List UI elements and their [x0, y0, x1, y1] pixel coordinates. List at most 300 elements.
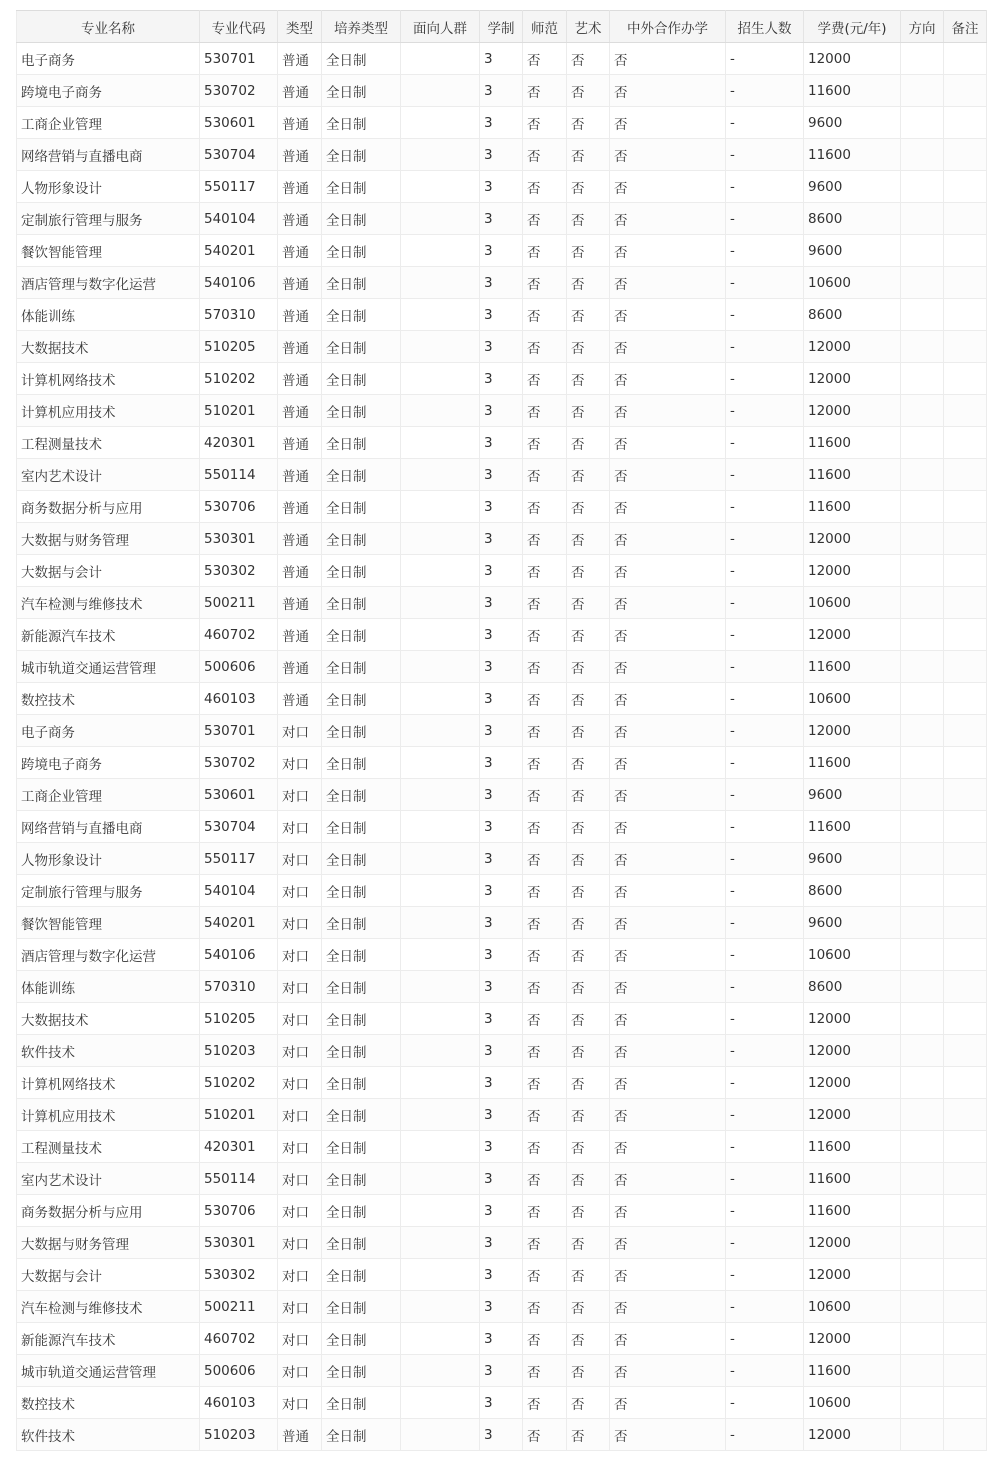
- cell-art: 否: [567, 523, 610, 555]
- cell-type: 普通: [278, 107, 322, 139]
- cell-target-group: [401, 1099, 480, 1131]
- cell-type: 对口: [278, 779, 322, 811]
- cell-tuition: 12000: [804, 1099, 901, 1131]
- cell-major-code: 530301: [200, 1227, 278, 1259]
- table-row: [17, 747, 987, 779]
- cell-sino-foreign: 否: [610, 1131, 726, 1163]
- cell-tuition: 11600: [804, 139, 901, 171]
- cell-major-code: 420301: [200, 1131, 278, 1163]
- cell-enrollment: -: [726, 75, 804, 107]
- cell-tuition: 8600: [804, 875, 901, 907]
- cell-direction: [901, 715, 944, 747]
- cell-normal-school: 否: [523, 395, 567, 427]
- cell-direction: [901, 203, 944, 235]
- cell-art: 否: [567, 107, 610, 139]
- cell-study-mode: 全日制: [322, 1163, 401, 1195]
- cell-major-name: 大数据技术: [17, 331, 200, 363]
- cell-enrollment: -: [726, 171, 804, 203]
- cell-enrollment: -: [726, 395, 804, 427]
- cell-duration: 3: [480, 1067, 523, 1099]
- cell-major-name: 室内艺术设计: [17, 459, 200, 491]
- cell-major-name: 大数据与会计: [17, 1259, 200, 1291]
- cell-major-name: 工商企业管理: [17, 779, 200, 811]
- table-row: [17, 875, 987, 907]
- cell-duration: 3: [480, 619, 523, 651]
- cell-remarks: [944, 1259, 987, 1291]
- cell-sino-foreign: 否: [610, 587, 726, 619]
- cell-target-group: [401, 235, 480, 267]
- cell-duration: 3: [480, 715, 523, 747]
- cell-normal-school: 否: [523, 1355, 567, 1387]
- cell-target-group: [401, 427, 480, 459]
- cell-normal-school: 否: [523, 1003, 567, 1035]
- cell-art: 否: [567, 1131, 610, 1163]
- cell-art: 否: [567, 1227, 610, 1259]
- cell-study-mode: 全日制: [322, 1419, 401, 1451]
- cell-art: 否: [567, 587, 610, 619]
- cell-study-mode: 全日制: [322, 555, 401, 587]
- cell-major-name: 室内艺术设计: [17, 1163, 200, 1195]
- cell-duration: 3: [480, 587, 523, 619]
- cell-major-code: 540201: [200, 235, 278, 267]
- cell-duration: 3: [480, 1419, 523, 1451]
- table-row: [17, 1387, 987, 1419]
- cell-major-name: 工商企业管理: [17, 107, 200, 139]
- cell-study-mode: 全日制: [322, 811, 401, 843]
- cell-remarks: [944, 875, 987, 907]
- cell-type: 对口: [278, 1259, 322, 1291]
- cell-type: 普通: [278, 75, 322, 107]
- table-row: [17, 1035, 987, 1067]
- cell-normal-school: 否: [523, 1195, 567, 1227]
- cell-target-group: [401, 1355, 480, 1387]
- cell-study-mode: 全日制: [322, 299, 401, 331]
- cell-duration: 3: [480, 139, 523, 171]
- cell-type: 对口: [278, 1387, 322, 1419]
- cell-duration: 3: [480, 1259, 523, 1291]
- cell-major-name: 商务数据分析与应用: [17, 491, 200, 523]
- cell-major-code: 510205: [200, 331, 278, 363]
- cell-remarks: [944, 555, 987, 587]
- cell-type: 普通: [278, 363, 322, 395]
- cell-tuition: 11600: [804, 75, 901, 107]
- cell-remarks: [944, 1355, 987, 1387]
- cell-study-mode: 全日制: [322, 427, 401, 459]
- cell-normal-school: 否: [523, 1259, 567, 1291]
- cell-direction: [901, 491, 944, 523]
- cell-normal-school: 否: [523, 235, 567, 267]
- cell-normal-school: 否: [523, 555, 567, 587]
- cell-remarks: [944, 939, 987, 971]
- cell-major-code: 530704: [200, 139, 278, 171]
- cell-study-mode: 全日制: [322, 43, 401, 75]
- cell-normal-school: 否: [523, 683, 567, 715]
- cell-art: 否: [567, 1355, 610, 1387]
- table-row: [17, 907, 987, 939]
- cell-target-group: [401, 715, 480, 747]
- cell-study-mode: 全日制: [322, 939, 401, 971]
- cell-direction: [901, 587, 944, 619]
- cell-major-name: 城市轨道交通运营管理: [17, 651, 200, 683]
- cell-normal-school: 否: [523, 1163, 567, 1195]
- cell-sino-foreign: 否: [610, 875, 726, 907]
- cell-sino-foreign: 否: [610, 395, 726, 427]
- cell-study-mode: 全日制: [322, 235, 401, 267]
- table-row: [17, 1131, 987, 1163]
- cell-study-mode: 全日制: [322, 907, 401, 939]
- cell-normal-school: 否: [523, 299, 567, 331]
- cell-type: 对口: [278, 1195, 322, 1227]
- column-header-tuition: 学费(元/年): [804, 11, 901, 43]
- cell-major-code: 510201: [200, 1099, 278, 1131]
- cell-remarks: [944, 331, 987, 363]
- cell-tuition: 12000: [804, 1227, 901, 1259]
- cell-target-group: [401, 1291, 480, 1323]
- cell-normal-school: 否: [523, 811, 567, 843]
- cell-enrollment: -: [726, 875, 804, 907]
- table-row: [17, 363, 987, 395]
- cell-major-code: 530302: [200, 555, 278, 587]
- cell-sino-foreign: 否: [610, 1163, 726, 1195]
- cell-study-mode: 全日制: [322, 1387, 401, 1419]
- cell-study-mode: 全日制: [322, 747, 401, 779]
- cell-art: 否: [567, 747, 610, 779]
- cell-enrollment: -: [726, 43, 804, 75]
- cell-duration: 3: [480, 971, 523, 1003]
- cell-major-code: 510202: [200, 1067, 278, 1099]
- cell-direction: [901, 267, 944, 299]
- cell-study-mode: 全日制: [322, 1003, 401, 1035]
- table-row: [17, 299, 987, 331]
- cell-art: 否: [567, 715, 610, 747]
- cell-study-mode: 全日制: [322, 1099, 401, 1131]
- column-header-target-group: 面向人群: [401, 11, 480, 43]
- cell-tuition: 11600: [804, 1163, 901, 1195]
- cell-major-code: 460103: [200, 683, 278, 715]
- cell-major-code: 460103: [200, 1387, 278, 1419]
- cell-normal-school: 否: [523, 43, 567, 75]
- cell-remarks: [944, 1131, 987, 1163]
- cell-art: 否: [567, 203, 610, 235]
- cell-direction: [901, 139, 944, 171]
- cell-major-code: 510201: [200, 395, 278, 427]
- cell-major-name: 定制旅行管理与服务: [17, 875, 200, 907]
- cell-tuition: 11600: [804, 1355, 901, 1387]
- cell-normal-school: 否: [523, 363, 567, 395]
- cell-target-group: [401, 523, 480, 555]
- table-row: [17, 939, 987, 971]
- cell-type: 普通: [278, 299, 322, 331]
- cell-remarks: [944, 1195, 987, 1227]
- cell-remarks: [944, 715, 987, 747]
- cell-study-mode: 全日制: [322, 619, 401, 651]
- cell-target-group: [401, 1003, 480, 1035]
- cell-duration: 3: [480, 203, 523, 235]
- cell-major-code: 550117: [200, 843, 278, 875]
- cell-normal-school: 否: [523, 331, 567, 363]
- cell-major-name: 工程测量技术: [17, 427, 200, 459]
- cell-enrollment: -: [726, 1323, 804, 1355]
- table-row: [17, 1291, 987, 1323]
- cell-normal-school: 否: [523, 139, 567, 171]
- cell-normal-school: 否: [523, 587, 567, 619]
- cell-study-mode: 全日制: [322, 587, 401, 619]
- table-row: [17, 1195, 987, 1227]
- cell-duration: 3: [480, 747, 523, 779]
- majors-table-container: [16, 10, 986, 1451]
- cell-direction: [901, 1419, 944, 1451]
- cell-duration: 3: [480, 779, 523, 811]
- cell-direction: [901, 779, 944, 811]
- cell-tuition: 12000: [804, 523, 901, 555]
- cell-target-group: [401, 1067, 480, 1099]
- cell-remarks: [944, 171, 987, 203]
- cell-study-mode: 全日制: [322, 331, 401, 363]
- cell-target-group: [401, 747, 480, 779]
- cell-major-name: 大数据技术: [17, 1003, 200, 1035]
- cell-study-mode: 全日制: [322, 1259, 401, 1291]
- cell-major-code: 510202: [200, 363, 278, 395]
- cell-tuition: 12000: [804, 619, 901, 651]
- cell-duration: 3: [480, 875, 523, 907]
- cell-major-code: 420301: [200, 427, 278, 459]
- cell-art: 否: [567, 139, 610, 171]
- cell-type: 普通: [278, 267, 322, 299]
- cell-type: 对口: [278, 1099, 322, 1131]
- table-row: [17, 555, 987, 587]
- cell-major-name: 商务数据分析与应用: [17, 1195, 200, 1227]
- cell-normal-school: 否: [523, 715, 567, 747]
- column-header-art: 艺术: [567, 11, 610, 43]
- cell-remarks: [944, 491, 987, 523]
- cell-direction: [901, 811, 944, 843]
- cell-sino-foreign: 否: [610, 491, 726, 523]
- cell-tuition: 12000: [804, 1323, 901, 1355]
- cell-direction: [901, 619, 944, 651]
- cell-remarks: [944, 299, 987, 331]
- cell-type: 普通: [278, 587, 322, 619]
- cell-duration: 3: [480, 1163, 523, 1195]
- cell-major-name: 大数据与财务管理: [17, 523, 200, 555]
- cell-major-name: 工程测量技术: [17, 1131, 200, 1163]
- cell-duration: 3: [480, 107, 523, 139]
- cell-sino-foreign: 否: [610, 1035, 726, 1067]
- cell-tuition: 12000: [804, 395, 901, 427]
- cell-normal-school: 否: [523, 1291, 567, 1323]
- table-row: [17, 107, 987, 139]
- cell-duration: 3: [480, 843, 523, 875]
- cell-study-mode: 全日制: [322, 651, 401, 683]
- cell-target-group: [401, 555, 480, 587]
- cell-study-mode: 全日制: [322, 1131, 401, 1163]
- cell-enrollment: -: [726, 587, 804, 619]
- cell-direction: [901, 1195, 944, 1227]
- cell-tuition: 12000: [804, 555, 901, 587]
- cell-major-name: 餐饮智能管理: [17, 907, 200, 939]
- cell-study-mode: 全日制: [322, 267, 401, 299]
- cell-target-group: [401, 1387, 480, 1419]
- cell-sino-foreign: 否: [610, 939, 726, 971]
- cell-sino-foreign: 否: [610, 267, 726, 299]
- cell-direction: [901, 299, 944, 331]
- cell-type: 普通: [278, 683, 322, 715]
- cell-tuition: 11600: [804, 1131, 901, 1163]
- table-body: [17, 43, 987, 1451]
- column-header-duration: 学制: [480, 11, 523, 43]
- column-header-type: 类型: [278, 11, 322, 43]
- cell-direction: [901, 555, 944, 587]
- cell-target-group: [401, 779, 480, 811]
- cell-enrollment: -: [726, 1291, 804, 1323]
- cell-tuition: 9600: [804, 107, 901, 139]
- cell-major-code: 550114: [200, 1163, 278, 1195]
- cell-type: 普通: [278, 427, 322, 459]
- cell-duration: 3: [480, 811, 523, 843]
- cell-major-code: 550114: [200, 459, 278, 491]
- cell-study-mode: 全日制: [322, 459, 401, 491]
- cell-study-mode: 全日制: [322, 1035, 401, 1067]
- cell-art: 否: [567, 1163, 610, 1195]
- cell-type: 对口: [278, 1035, 322, 1067]
- cell-enrollment: -: [726, 1419, 804, 1451]
- cell-direction: [901, 1035, 944, 1067]
- cell-major-name: 电子商务: [17, 715, 200, 747]
- cell-direction: [901, 1163, 944, 1195]
- cell-type: 对口: [278, 747, 322, 779]
- cell-normal-school: 否: [523, 491, 567, 523]
- cell-art: 否: [567, 875, 610, 907]
- cell-study-mode: 全日制: [322, 171, 401, 203]
- cell-duration: 3: [480, 299, 523, 331]
- cell-duration: 3: [480, 75, 523, 107]
- cell-normal-school: 否: [523, 747, 567, 779]
- cell-sino-foreign: 否: [610, 907, 726, 939]
- cell-type: 普通: [278, 331, 322, 363]
- cell-major-name: 定制旅行管理与服务: [17, 203, 200, 235]
- cell-normal-school: 否: [523, 1387, 567, 1419]
- cell-target-group: [401, 619, 480, 651]
- cell-art: 否: [567, 1323, 610, 1355]
- cell-tuition: 8600: [804, 203, 901, 235]
- column-header-major-name: 专业名称: [17, 11, 200, 43]
- cell-remarks: [944, 587, 987, 619]
- cell-target-group: [401, 395, 480, 427]
- cell-sino-foreign: 否: [610, 1323, 726, 1355]
- cell-sino-foreign: 否: [610, 459, 726, 491]
- cell-type: 普通: [278, 523, 322, 555]
- cell-tuition: 11600: [804, 459, 901, 491]
- cell-remarks: [944, 203, 987, 235]
- cell-art: 否: [567, 43, 610, 75]
- cell-major-code: 570310: [200, 299, 278, 331]
- cell-direction: [901, 1387, 944, 1419]
- cell-type: 对口: [278, 1003, 322, 1035]
- cell-study-mode: 全日制: [322, 1323, 401, 1355]
- cell-type: 普通: [278, 395, 322, 427]
- cell-art: 否: [567, 1195, 610, 1227]
- cell-enrollment: -: [726, 1099, 804, 1131]
- cell-enrollment: -: [726, 971, 804, 1003]
- cell-normal-school: 否: [523, 843, 567, 875]
- cell-enrollment: -: [726, 267, 804, 299]
- cell-direction: [901, 971, 944, 1003]
- cell-enrollment: -: [726, 331, 804, 363]
- cell-sino-foreign: 否: [610, 1291, 726, 1323]
- cell-sino-foreign: 否: [610, 427, 726, 459]
- cell-sino-foreign: 否: [610, 1355, 726, 1387]
- table-row: [17, 267, 987, 299]
- cell-major-code: 460702: [200, 619, 278, 651]
- cell-target-group: [401, 75, 480, 107]
- cell-art: 否: [567, 907, 610, 939]
- cell-major-name: 网络营销与直播电商: [17, 139, 200, 171]
- cell-target-group: [401, 811, 480, 843]
- cell-art: 否: [567, 651, 610, 683]
- cell-target-group: [401, 683, 480, 715]
- cell-direction: [901, 523, 944, 555]
- cell-duration: 3: [480, 1355, 523, 1387]
- cell-study-mode: 全日制: [322, 395, 401, 427]
- cell-type: 普通: [278, 555, 322, 587]
- cell-type: 普通: [278, 619, 322, 651]
- cell-sino-foreign: 否: [610, 299, 726, 331]
- cell-enrollment: -: [726, 107, 804, 139]
- cell-target-group: [401, 1035, 480, 1067]
- cell-enrollment: -: [726, 1131, 804, 1163]
- cell-art: 否: [567, 235, 610, 267]
- table-row: [17, 1355, 987, 1387]
- cell-direction: [901, 1355, 944, 1387]
- cell-study-mode: 全日制: [322, 363, 401, 395]
- cell-remarks: [944, 427, 987, 459]
- table-row: [17, 619, 987, 651]
- cell-tuition: 11600: [804, 1195, 901, 1227]
- cell-tuition: 8600: [804, 299, 901, 331]
- cell-enrollment: -: [726, 235, 804, 267]
- cell-type: 对口: [278, 1355, 322, 1387]
- cell-sino-foreign: 否: [610, 1067, 726, 1099]
- cell-enrollment: -: [726, 1067, 804, 1099]
- cell-remarks: [944, 811, 987, 843]
- cell-direction: [901, 107, 944, 139]
- cell-target-group: [401, 1419, 480, 1451]
- cell-major-name: 软件技术: [17, 1035, 200, 1067]
- cell-enrollment: -: [726, 715, 804, 747]
- cell-target-group: [401, 1131, 480, 1163]
- cell-remarks: [944, 907, 987, 939]
- cell-major-name: 大数据与会计: [17, 555, 200, 587]
- cell-major-name: 人物形象设计: [17, 171, 200, 203]
- cell-remarks: [944, 75, 987, 107]
- cell-study-mode: 全日制: [322, 1355, 401, 1387]
- cell-major-code: 500606: [200, 651, 278, 683]
- cell-major-code: 530702: [200, 75, 278, 107]
- table-row: [17, 1419, 987, 1451]
- table-row: [17, 1099, 987, 1131]
- cell-major-name: 计算机网络技术: [17, 363, 200, 395]
- cell-art: 否: [567, 331, 610, 363]
- table-row: [17, 427, 987, 459]
- table-row: [17, 1227, 987, 1259]
- cell-direction: [901, 1003, 944, 1035]
- column-header-normal-school: 师范: [523, 11, 567, 43]
- cell-normal-school: 否: [523, 203, 567, 235]
- cell-target-group: [401, 587, 480, 619]
- cell-target-group: [401, 907, 480, 939]
- table-row: [17, 1323, 987, 1355]
- table-row: [17, 811, 987, 843]
- cell-duration: 3: [480, 907, 523, 939]
